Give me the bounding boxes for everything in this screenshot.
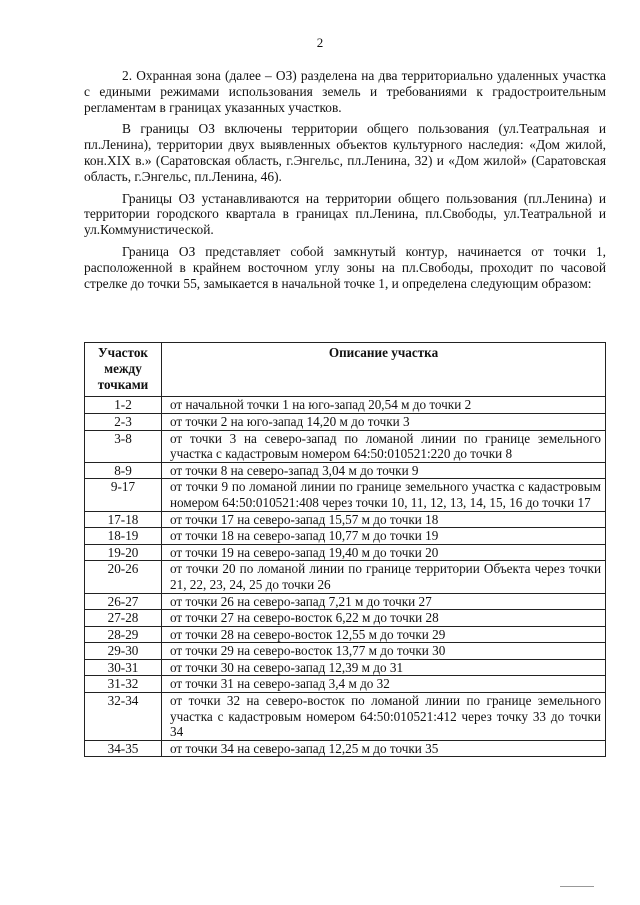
segment-description: от точки 2 на юго-запад 14,20 м до точки 3 [162,413,606,430]
table-row [85,626,606,643]
segment-points: 2-3 [85,413,162,430]
segment-description: от точки 3 на северо-запад по ломаной линии по границе земельного участка с кадастровым номером 64:50:010521:220 до точки 8 [162,430,606,462]
segment-points: 8-9 [85,462,162,479]
segment-description: от точки 18 на северо-запад 10,77 м до точки 19 [162,528,606,545]
table-row [85,479,606,511]
segment-description: от начальной точки 1 на юго-запад 20,54 м до точки 2 [162,397,606,414]
segment-points: 18-19 [85,528,162,545]
segment-points: 19-20 [85,544,162,561]
segment-description: от точки 34 на северо-запад 12,25 м до точки 35 [162,740,606,757]
table-body [85,397,606,757]
body-text [84,68,606,297]
table-row [85,659,606,676]
segment-points: 32-34 [85,693,162,741]
segment-description: от точки 31 на северо-запад 3,4 м до 32 [162,676,606,693]
paragraph-zone-includes: В границы ОЗ включены территории общего пользования (ул.Театральная и пл.Ленина), территории двух выявленных объектов культурного наследия: «Дом жилой, кон.XIX в.» (Саратовская область, г.Энгельс, пл.Ленина, 32) и «Дом жилой» (Саратовская область, г.Энгельс, пл.Ленина, 46). [84,121,606,184]
segment-description: от точки 30 на северо-запад 12,39 м до 31 [162,659,606,676]
table-row [85,740,606,757]
table-row [85,693,606,741]
segment-description: от точки 29 на северо-восток 13,77 м до точки 30 [162,643,606,660]
table-row [85,643,606,660]
segment-points: 30-31 [85,659,162,676]
paragraph-zone-boundaries: Границы ОЗ устанавливаются на территории общего пользования (пл.Ленина) и территории городского квартала в границах пл.Ленина, пл.Свободы, ул.Театральной и ул.Коммунистической. [84,190,606,238]
signature-line [560,886,594,887]
header-segment-description: Описание участка [162,343,606,397]
segment-points: 27-28 [85,610,162,627]
segment-points: 31-32 [85,676,162,693]
segment-points: 20-26 [85,561,162,593]
table-row [85,561,606,593]
segment-points: 17-18 [85,511,162,528]
segment-points: 1-2 [85,397,162,414]
segment-description: от точки 19 на северо-запад 19,40 м до точки 20 [162,544,606,561]
boundary-segments-table [84,342,606,757]
segment-description: от точки 9 по ломаной линии по границе земельного участка с кадастровым номером 64:50:010521:408 через точки 10, 11, 12, 13, 14, 15, 16 до точки 17 [162,479,606,511]
header-segment-points: Участок между точками [85,343,162,397]
segment-points: 9-17 [85,479,162,511]
segment-description: от точки 28 на северо-восток 12,55 м до точки 29 [162,626,606,643]
table-row [85,593,606,610]
table-row [85,430,606,462]
table-row [85,397,606,414]
segment-description: от точки 26 на северо-запад 7,21 м до точки 27 [162,593,606,610]
table-row [85,676,606,693]
table-row [85,610,606,627]
paragraph-protection-zone: 2. Охранная зона (далее – ОЗ) разделена на два территориально удаленных участка с едиными режимами использования земель и требованиями к градостроительным регламентам в границах указанных участков. [84,68,606,115]
segment-points: 34-35 [85,740,162,757]
segment-points: 26-27 [85,593,162,610]
table-row [85,528,606,545]
segment-points: 3-8 [85,430,162,462]
page-number: 2 [316,35,324,50]
table-row [85,511,606,528]
table-row [85,544,606,561]
segment-description: от точки 20 по ломаной линии по границе территории Объекта через точки 21, 22, 23, 24, 25 до точки 26 [162,561,606,593]
segment-description: от точки 8 на северо-запад 3,04 м до точки 9 [162,462,606,479]
segment-points: 29-30 [85,643,162,660]
paragraph-boundary-contour: Граница ОЗ представляет собой замкнутый контур, начинается от точки 1, расположенной в крайнем восточном углу зоны на пл.Свободы, проходит по часовой стрелке до точки 55, замыкается в начальной точке 1, и определена следующим образом: [84,243,606,291]
table-row [85,462,606,479]
table-header-row [85,343,606,397]
segment-description: от точки 27 на северо-восток 6,22 м до точки 28 [162,610,606,627]
table-row [85,413,606,430]
segment-description: от точки 32 на северо-восток по ломаной линии по границе земельного участка с кадастровым номером 64:50:010521:412 через точку 33 до точки 34 [162,693,606,741]
segment-points: 28-29 [85,626,162,643]
segment-description: от точки 17 на северо-запад 15,57 м до точки 18 [162,511,606,528]
